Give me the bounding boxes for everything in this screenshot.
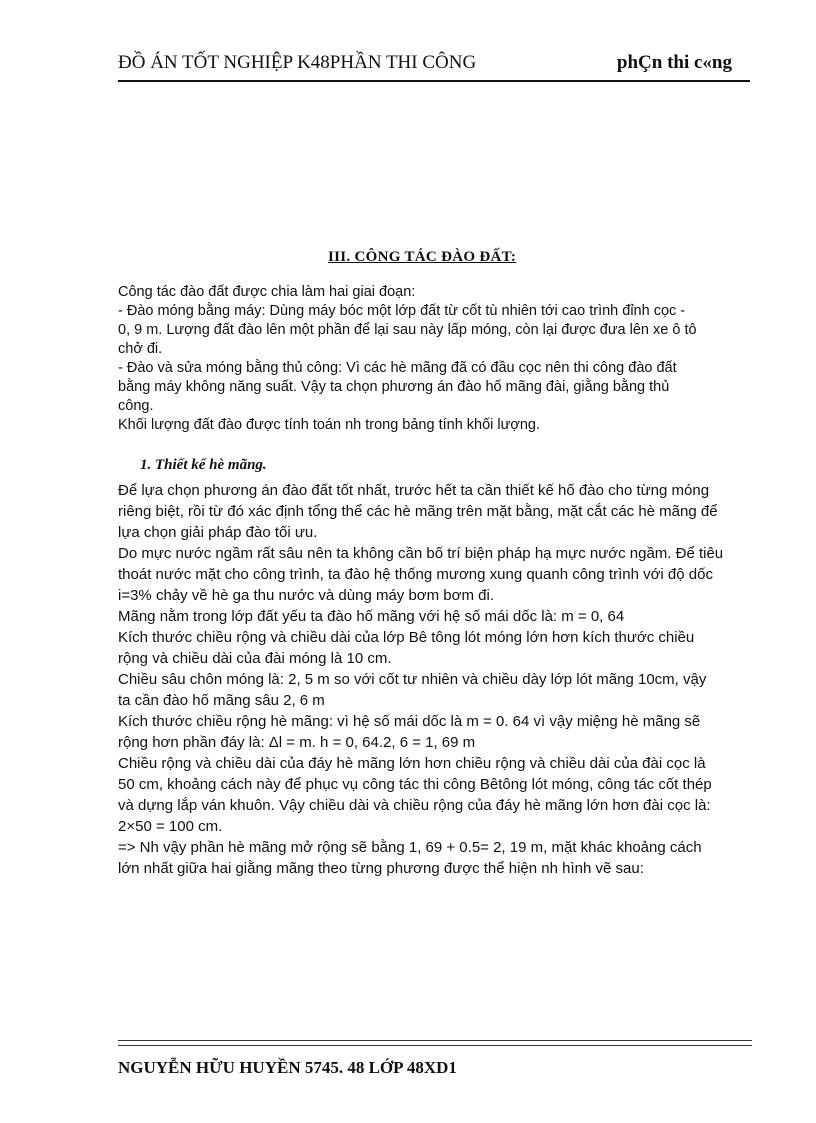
body-paragraph: [118, 481, 750, 880]
text-line: Mãng nằm trong lớp đất yếu ta đào hố mãng với hệ số mái dốc là: m = 0, 64: [118, 608, 625, 625]
text-line: 2×50 = 100 cm.: [118, 818, 223, 835]
text-line: Để lựa chọn phương án đào đất tốt nhất, trước hết ta cần thiết kế hố đào cho từng móng: [118, 482, 710, 499]
text-line: Do mực nước ngầm rất sâu nên ta không cần bố trí biện pháp hạ mực nước ngầm. Để tiêu: [118, 545, 724, 562]
text-line: thoát nước mặt cho công trình, ta đào hệ thống mương xung quanh công trình với độ dốc: [118, 566, 713, 583]
header-section: phÇn thi c«ng: [616, 52, 732, 73]
text-line: 50 cm, khoảng cách này để phục vụ công tác thi công Bêtông lót móng, công tác cốt thép: [118, 776, 712, 793]
page-header: [118, 52, 750, 82]
text-line: lựa chọn giải pháp đào tối ưu.: [118, 524, 318, 541]
text-line: Công tác đào đất được chia làm hai giai đoạn:: [118, 284, 416, 300]
footer-divider: [118, 1040, 752, 1046]
text-line: và dựng lắp ván khuôn. Vậy chiều dài và chiều rộng của đáy hè mãng lớn hơn đài cọc là:: [118, 797, 711, 814]
text-line: Khối lượng đất đào được tính toán nh trong bảng tính khối lượng.: [118, 417, 541, 433]
text-line: i=3% chảy về hè ga thu nước và dùng máy bơm bơm đi.: [118, 587, 494, 604]
intro-paragraph: [118, 283, 750, 435]
text-line: công.: [118, 398, 154, 414]
text-line: Chiều rộng và chiều dài của đáy hè mãng lớn hơn chiều rộng và chiều dài của đài cọc là: [118, 755, 706, 772]
subheading: 1. Thiết kế hè mãng.: [140, 457, 267, 473]
text-line: - Đào móng bằng máy: Dùng máy bóc một lớp đất từ cốt tù nhiên tới cao trình đỉnh cọc -: [118, 303, 686, 319]
section-title: III. CÔNG TÁC ĐÀO ĐẤT:: [328, 249, 517, 265]
text-line: riêng biệt, rồi từ đó xác định tổng thể các hè mãng trên mặt bằng, mặt cắt các hè mãng để: [118, 503, 718, 520]
text-line: ta cần đào hố mãng sâu 2, 6 m: [118, 692, 325, 709]
page-footer: NGUYỄN HỮU HUYỀN 5745. 48 LỚP 48XD1: [118, 1058, 457, 1077]
header-title: ĐỒ ÁN TỐT NGHIỆP K48PHẦN THI CÔNG: [118, 52, 477, 73]
text-line: 0, 9 m. Lượng đất đào lên một phần để lại sau này lấp móng, còn lại được đưa lên xe ô tô: [118, 322, 697, 338]
text-line: rộng hơn phần đáy là: Δl = m. h = 0, 64.2, 6 = 1, 69 m: [118, 734, 476, 751]
text-line: rộng và chiều dài của đài móng là 10 cm.: [118, 650, 392, 667]
text-line: => Nh vậy phần hè mãng mở rộng sẽ bằng 1, 69 + 0.5= 2, 19 m, mặt khác khoảng cách: [118, 839, 702, 856]
text-line: Kích thước chiều rộng hè mãng: vì hệ số mái dốc là m = 0. 64 vì vậy miệng hè mãng sẽ: [118, 713, 701, 730]
text-line: chở đi.: [118, 341, 163, 357]
text-line: Kích thước chiều rộng và chiều dài của lớp Bê tông lót móng lớn hơn kích thước chiều: [118, 629, 695, 646]
text-line: bằng máy không năng suất. Vậy ta chọn phương án đào hố mãng đài, giằng bằng thủ: [118, 379, 670, 395]
text-line: - Đào và sửa móng bằng thủ công: Vì các hè mãng đã có đầu cọc nên thi công đào đất: [118, 360, 677, 376]
text-line: Chiều sâu chôn móng là: 2, 5 m so với cốt tư nhiên và chiều dày lớp lót mãng 10cm, vậy: [118, 671, 707, 688]
text-line: lớn nhất giữa hai giằng mãng theo từng phương được thể hiện nh hình vẽ sau:: [118, 860, 644, 877]
